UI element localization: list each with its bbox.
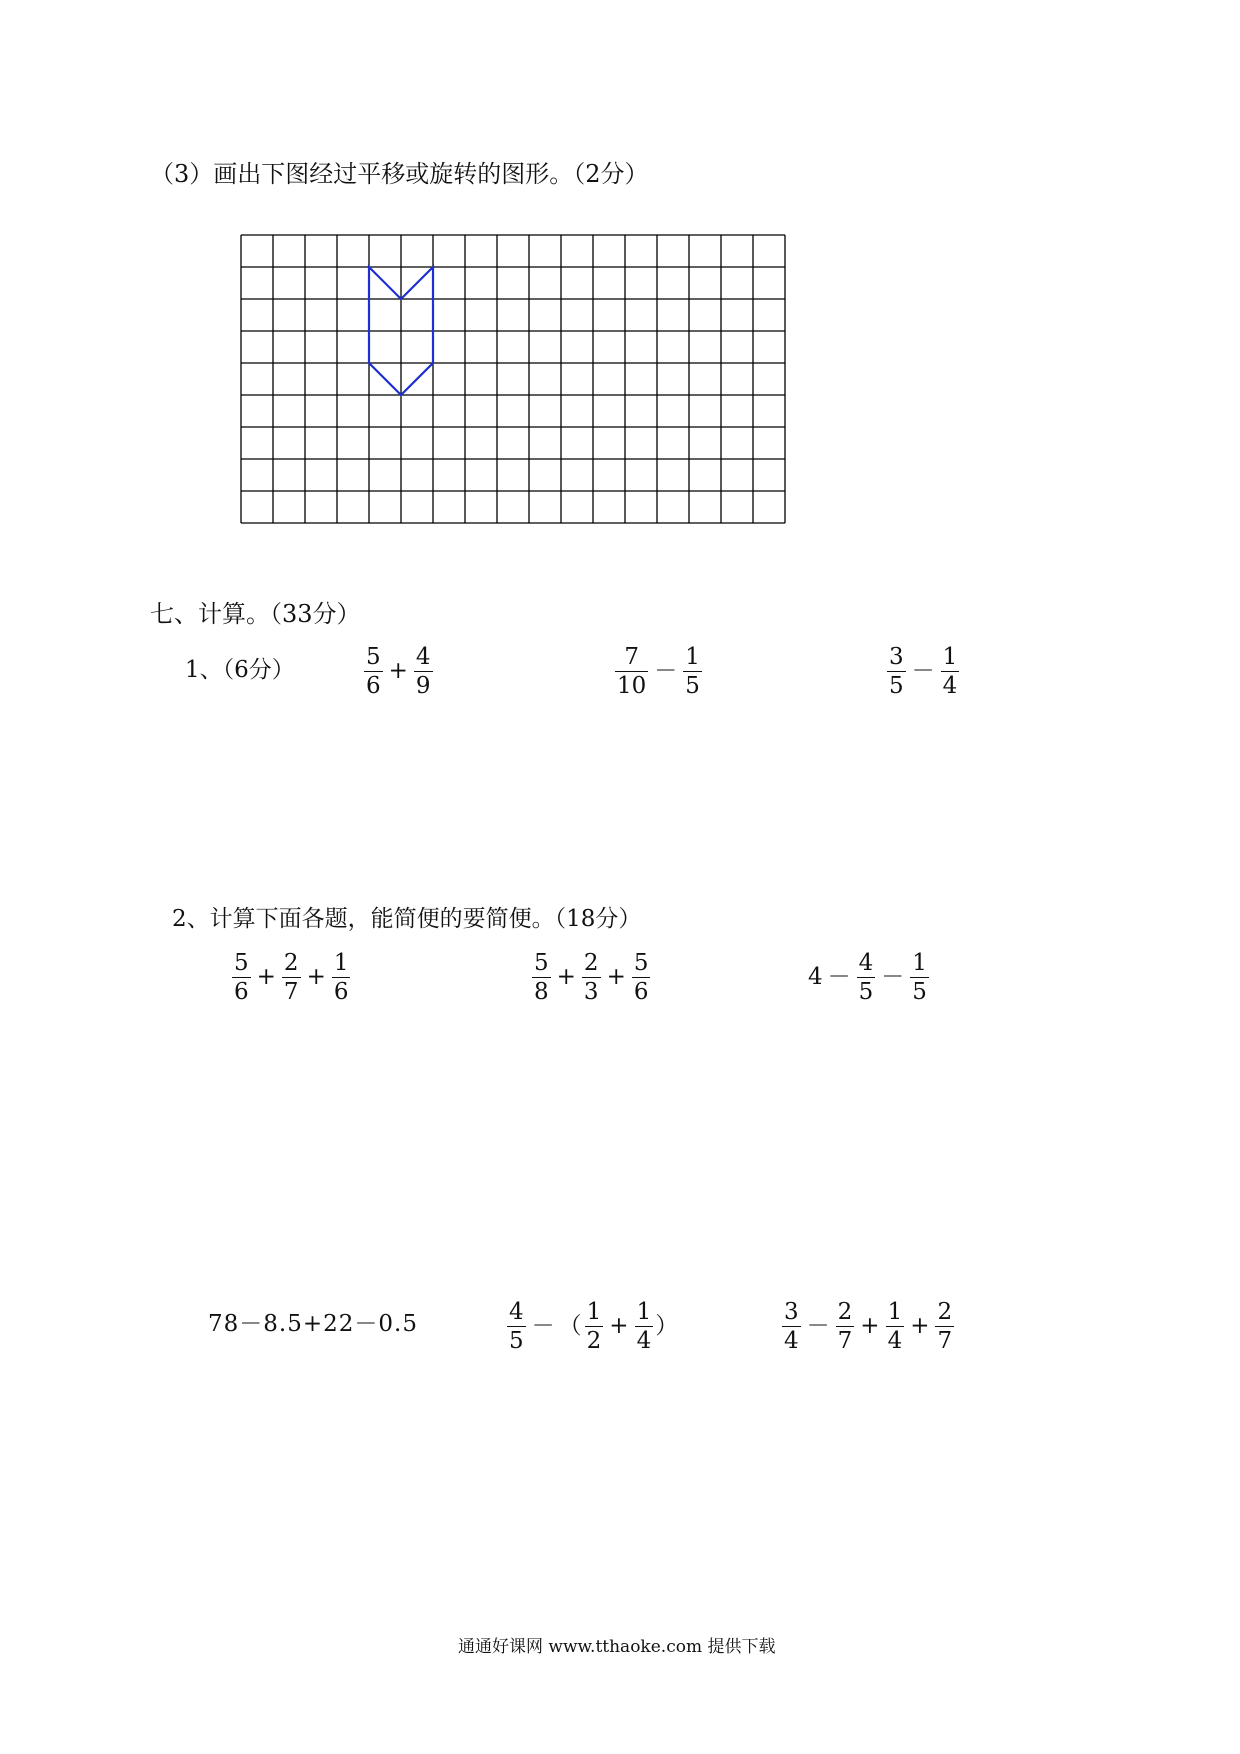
fraction-denominator: 4 (636, 1328, 652, 1355)
fraction-numerator: 1 (586, 1299, 602, 1325)
operator: － (654, 658, 678, 685)
fraction-bar (414, 671, 433, 672)
fraction (615, 645, 648, 698)
operator: + (556, 964, 576, 991)
fraction-bar (507, 1326, 526, 1327)
fraction-denominator: 5 (912, 979, 927, 1006)
fraction-bar (585, 1326, 604, 1327)
fraction-denominator: 6 (333, 979, 349, 1006)
part1-expression-1 (362, 645, 435, 698)
fraction (935, 1300, 954, 1353)
part1-expression-2 (613, 645, 704, 698)
fraction-denominator: 6 (633, 979, 649, 1006)
fraction-denominator: 6 (234, 979, 249, 1006)
fraction-bar (635, 1326, 654, 1327)
fraction-denominator: 3 (583, 979, 599, 1006)
fraction-denominator: 5 (509, 1328, 524, 1355)
fraction-denominator: 5 (685, 673, 700, 700)
operator: + (306, 964, 326, 991)
part2-expression-6 (780, 1300, 956, 1353)
expression-text: 4 (808, 964, 824, 991)
fraction (507, 1300, 526, 1353)
fraction (532, 951, 551, 1004)
fraction-bar (615, 671, 648, 672)
drawing-grid[interactable] (240, 234, 818, 538)
part-2-label: 2、计算下面各题，能简便的要简便。（18分） (172, 906, 642, 932)
fraction (232, 951, 251, 1004)
question-3-heading: （3）画出下图经过平移或旋转的图形。（2分） (150, 160, 649, 188)
fraction (683, 645, 702, 698)
fraction-numerator: 2 (583, 950, 599, 976)
operator: + (256, 964, 276, 991)
fraction-bar (782, 1326, 801, 1327)
fraction-bar (941, 671, 960, 672)
fraction-denominator: 10 (617, 673, 647, 700)
part2-expression-3 (808, 951, 931, 1004)
fraction (332, 951, 351, 1004)
part1-expression-3 (885, 645, 961, 698)
part2-expression-1 (230, 951, 352, 1004)
fraction-numerator: 3 (889, 644, 904, 670)
fraction-denominator: 8 (534, 979, 549, 1006)
part2-expression-4 (208, 1313, 418, 1336)
fraction-numerator: 7 (624, 644, 639, 670)
fraction-numerator: 1 (887, 1299, 903, 1325)
fraction-bar (887, 671, 906, 672)
fraction-bar (683, 671, 702, 672)
fraction-numerator: 4 (415, 644, 431, 670)
fraction-numerator: 2 (937, 1299, 953, 1325)
fraction-bar (910, 977, 929, 978)
operator: + (910, 1313, 930, 1340)
operator: － (827, 964, 851, 991)
fraction (782, 1300, 801, 1353)
expression-text: （ (558, 1313, 583, 1340)
fraction-denominator: 5 (858, 979, 874, 1006)
operator: + (606, 964, 626, 991)
operator: － (806, 1313, 830, 1340)
fraction-numerator: 1 (912, 950, 927, 976)
operator: + (388, 658, 408, 685)
fraction-bar (232, 977, 251, 978)
fraction-denominator: 7 (937, 1328, 953, 1355)
fraction (364, 645, 383, 698)
fraction-bar (282, 977, 301, 978)
expression-text: ） (655, 1313, 680, 1340)
footer-credit: 通通好课网 www.tthaoke.com 提供下载 (458, 1637, 776, 1657)
fraction-numerator: 5 (366, 644, 381, 670)
fraction (941, 645, 960, 698)
fraction-numerator: 4 (858, 950, 874, 976)
section-7-heading: 七、计算。（33分） (150, 600, 361, 628)
fraction-bar (582, 977, 601, 978)
fraction-numerator: 2 (283, 950, 299, 976)
fraction (836, 1300, 855, 1353)
fraction-numerator: 5 (633, 950, 649, 976)
fraction (635, 1300, 654, 1353)
fraction-bar (836, 1326, 855, 1327)
fraction-bar (332, 977, 351, 978)
operator: + (860, 1313, 880, 1340)
fraction-numerator: 5 (234, 950, 249, 976)
fraction-numerator: 1 (636, 1299, 652, 1325)
fraction (632, 951, 651, 1004)
fraction-denominator: 9 (415, 673, 431, 700)
operator: + (609, 1313, 629, 1340)
fraction-numerator: 3 (784, 1299, 799, 1325)
fraction-denominator: 2 (586, 1328, 602, 1355)
fraction-denominator: 4 (942, 673, 958, 700)
fraction-bar (364, 671, 383, 672)
operator: － (911, 658, 935, 685)
fraction-bar (886, 1326, 905, 1327)
fraction-bar (857, 977, 876, 978)
fraction-bar (935, 1326, 954, 1327)
fraction (582, 951, 601, 1004)
operator: － (531, 1313, 555, 1340)
expression-text: 78－8.5+22－0.5 (208, 1311, 418, 1337)
fraction-numerator: 4 (509, 1299, 524, 1325)
fraction (910, 951, 929, 1004)
fraction-denominator: 4 (887, 1328, 903, 1355)
fraction-denominator: 7 (837, 1328, 853, 1355)
fraction (887, 645, 906, 698)
fraction (282, 951, 301, 1004)
part2-expression-2 (530, 951, 652, 1004)
operator: － (881, 964, 905, 991)
fraction-denominator: 5 (889, 673, 904, 700)
fraction-bar (632, 977, 651, 978)
fraction-numerator: 1 (942, 644, 958, 670)
fraction (886, 1300, 905, 1353)
fraction (585, 1300, 604, 1353)
part-1-label: 1、（6分） (185, 657, 295, 683)
part2-expression-5 (505, 1300, 679, 1353)
fraction-denominator: 7 (283, 979, 299, 1006)
fraction-numerator: 1 (685, 644, 700, 670)
fraction (414, 645, 433, 698)
fraction-numerator: 5 (534, 950, 549, 976)
fraction-numerator: 1 (333, 950, 349, 976)
fraction-denominator: 6 (366, 673, 381, 700)
fraction-numerator: 2 (837, 1299, 853, 1325)
fraction (857, 951, 876, 1004)
fraction-bar (532, 977, 551, 978)
fraction-denominator: 4 (784, 1328, 799, 1355)
